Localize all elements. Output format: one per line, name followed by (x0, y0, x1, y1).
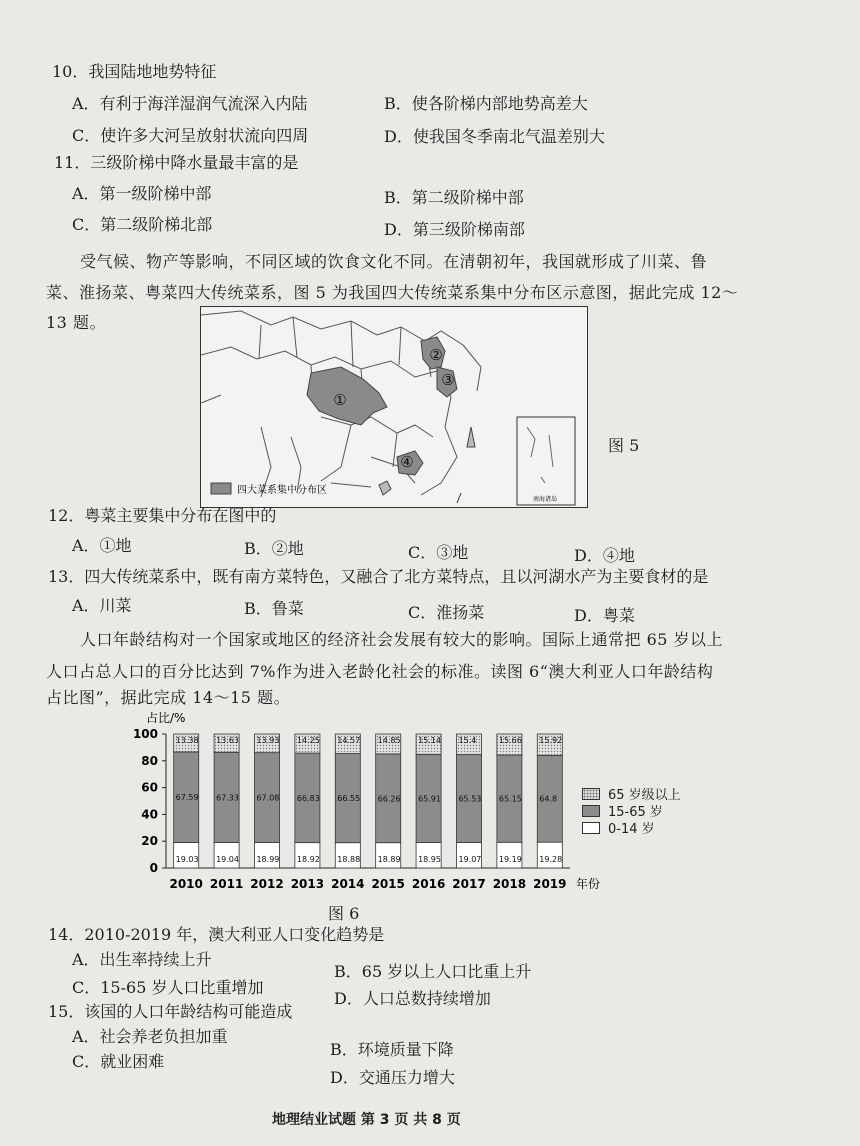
x-tick-label: 2019 (533, 877, 567, 891)
q10-stem: 10．我国陆地地势特征 (52, 62, 217, 81)
bar-value-label: 64.8 (539, 794, 558, 804)
marker-3: ③ (441, 371, 455, 389)
legend-swatch-65plus (582, 788, 600, 800)
legend-swatch-0-14 (582, 822, 600, 834)
x-axis-label: 年份 (576, 877, 601, 891)
bar-value-label: 66.55 (337, 794, 361, 804)
q14-option-d: D．人口总数持续增加 (334, 989, 491, 1008)
q10-option-b: B．使各阶梯内部地势高差大 (384, 94, 588, 113)
q15-option-c: C．就业困难 (72, 1052, 165, 1071)
population-age-chart-svg (130, 708, 610, 918)
q11-stem: 11．三级阶梯中降水量最丰富的是 (54, 153, 299, 172)
q11-option-b: B．第二级阶梯中部 (384, 188, 524, 207)
y-tick-label: 40 (141, 807, 158, 822)
x-tick-label: 2011 (209, 877, 244, 891)
legend-label-65plus: 65 岁级以上 (608, 788, 681, 803)
bar-value-label: 18.89 (377, 855, 401, 864)
passage2-line3: 占比图”，据此完成 14～15 题。 (46, 688, 291, 707)
q14-option-b: B．65 岁以上人口比重上升 (334, 962, 532, 981)
x-tick-label: 2017 (452, 877, 486, 891)
q12-option-c: C．③地 (408, 543, 469, 562)
bar-value-label: 18.99 (256, 855, 280, 864)
bar-value-label: 18.95 (418, 855, 441, 864)
chart-legend (582, 785, 681, 836)
y-tick-label: 0 (149, 861, 158, 875)
bar-value-label: 18.88 (337, 855, 361, 864)
y-tick-label: 80 (141, 753, 158, 768)
china-map-svg (201, 307, 587, 507)
q13-option-a: A．川菜 (72, 596, 132, 615)
bar-value-label: 19.04 (216, 855, 239, 864)
passage1-line2: 菜、淮扬菜、粤菜四大传统菜系，图 5 为我国四大传统菜系集中分布区示意图，据此完成 12～ (46, 283, 739, 302)
q15-option-d: D．交通压力增大 (330, 1068, 455, 1087)
bar-value-label: 14.25 (296, 736, 320, 745)
bar-value-label: 19.19 (498, 855, 522, 864)
bar-value-label: 14.57 (337, 736, 361, 745)
population-age-chart (130, 708, 610, 918)
bar-value-label: 65.15 (498, 794, 522, 804)
x-tick-label: 2018 (492, 877, 527, 891)
bar-value-label: 66.83 (296, 793, 320, 803)
q12-option-a: A．①地 (72, 536, 132, 555)
q12-stem: 12．粤菜主要集中分布在图中的 (48, 506, 277, 525)
passage1-line3: 13 题。 (46, 313, 106, 332)
legend-item-15-65 (582, 802, 681, 819)
y-tick-label: 60 (141, 780, 158, 795)
q12-option-b: B．②地 (244, 539, 304, 558)
map-legend-label: 四大菜系集中分布区 (237, 485, 327, 496)
bar-value-label: 15.92 (539, 736, 563, 745)
map-legend-swatch (211, 483, 231, 494)
bar-value-label: 15.14 (418, 736, 441, 745)
bar-value-label: 65.53 (458, 794, 482, 804)
legend-label-15-65: 15-65 岁 (608, 805, 663, 820)
q11-option-d: D．第三级阶梯南部 (384, 220, 525, 239)
q14-stem: 14．2010-2019 年，澳大利亚人口变化趋势是 (48, 925, 385, 944)
bar-value-label: 15.4 (458, 736, 477, 745)
q14-option-a: A．出生率持续上升 (72, 950, 212, 969)
passage2-line2: 人口占总人口的百分比达到 7%作为进入老龄化社会的标准。读图 6“澳大利亚人口年龄结构 (46, 662, 714, 681)
x-tick-label: 2015 (371, 877, 405, 891)
bar-value-label: 13.63 (216, 736, 239, 745)
page-footer: 地理结业试题 第 3 页 共 8 页 (272, 1112, 461, 1128)
x-tick-label: 2012 (250, 877, 284, 891)
q15-stem: 15．该国的人口年龄结构可能造成 (48, 1002, 293, 1021)
marker-2: ② (429, 346, 443, 364)
q10-option-a: A．有利于海洋湿润气流深入内陆 (72, 94, 308, 113)
q13-option-b: B．鲁菜 (244, 599, 304, 618)
bar-value-label: 67.59 (175, 793, 199, 803)
legend-label-0-14: 0-14 岁 (608, 822, 655, 837)
bar-value-label: 13.93 (256, 736, 280, 745)
bar-value-label: 66.26 (377, 794, 401, 804)
passage1-line1: 受气候、物产等影响，不同区域的饮食文化不同。在清朝初年，我国就形成了川菜、鲁 (80, 252, 708, 271)
marker-1: ① (333, 391, 347, 409)
y-axis-label: 占比/% (146, 711, 186, 725)
passage2-line1: 人口年龄结构对一个国家或地区的经济社会发展有较大的影响。国际上通常把 65 岁以上 (80, 630, 724, 649)
q15-option-b: B．环境质量下降 (330, 1040, 454, 1059)
legend-swatch-15-65 (582, 805, 600, 817)
bar-value-label: 15.66 (498, 736, 522, 745)
x-tick-label: 2014 (331, 877, 365, 891)
cuisine-map (200, 306, 588, 508)
q13-option-d: D．粤菜 (574, 606, 635, 625)
bar-value-label: 13.38 (175, 736, 199, 745)
x-tick-label: 2016 (411, 877, 446, 891)
legend-item-65plus (582, 785, 681, 802)
q12-option-d: D．④地 (574, 546, 635, 565)
bar-value-label: 14.85 (377, 736, 401, 745)
figure6-caption: 图 6 (328, 904, 360, 923)
bar-value-label: 18.92 (296, 855, 320, 864)
legend-item-0-14 (582, 819, 681, 836)
bar-value-label: 67.33 (216, 793, 239, 803)
q11-option-a: A．第一级阶梯中部 (72, 184, 212, 203)
q14-option-c: C．15-65 岁人口比重增加 (72, 978, 264, 997)
q10-option-d: D．使我国冬季南北气温差别大 (384, 127, 605, 146)
bar-value-label: 67.08 (256, 793, 280, 803)
bar-value-label: 19.28 (539, 855, 563, 864)
bar-value-label: 65.91 (418, 794, 441, 804)
q11-option-c: C．第二级阶梯北部 (72, 215, 213, 234)
marker-4: ④ (400, 453, 414, 471)
bar-value-label: 19.07 (458, 855, 482, 864)
x-tick-label: 2010 (169, 877, 203, 891)
q10-option-c: C．使许多大河呈放射状流向四周 (72, 126, 309, 145)
y-tick-label: 20 (141, 834, 158, 849)
q13-option-c: C．淮扬菜 (408, 603, 485, 622)
q15-option-a: A．社会养老负担加重 (72, 1027, 228, 1046)
map-inset-label: 南海诸岛 (533, 496, 558, 503)
figure5-caption: 图 5 (608, 436, 640, 455)
map-inset (517, 417, 575, 505)
y-tick-label: 100 (132, 727, 158, 741)
q13-stem: 13．四大传统菜系中，既有南方菜特色，又融合了北方菜特点，且以河湖水产为主要食材的是 (48, 567, 709, 586)
x-tick-label: 2013 (290, 877, 325, 891)
bar-value-label: 19.03 (175, 855, 199, 864)
